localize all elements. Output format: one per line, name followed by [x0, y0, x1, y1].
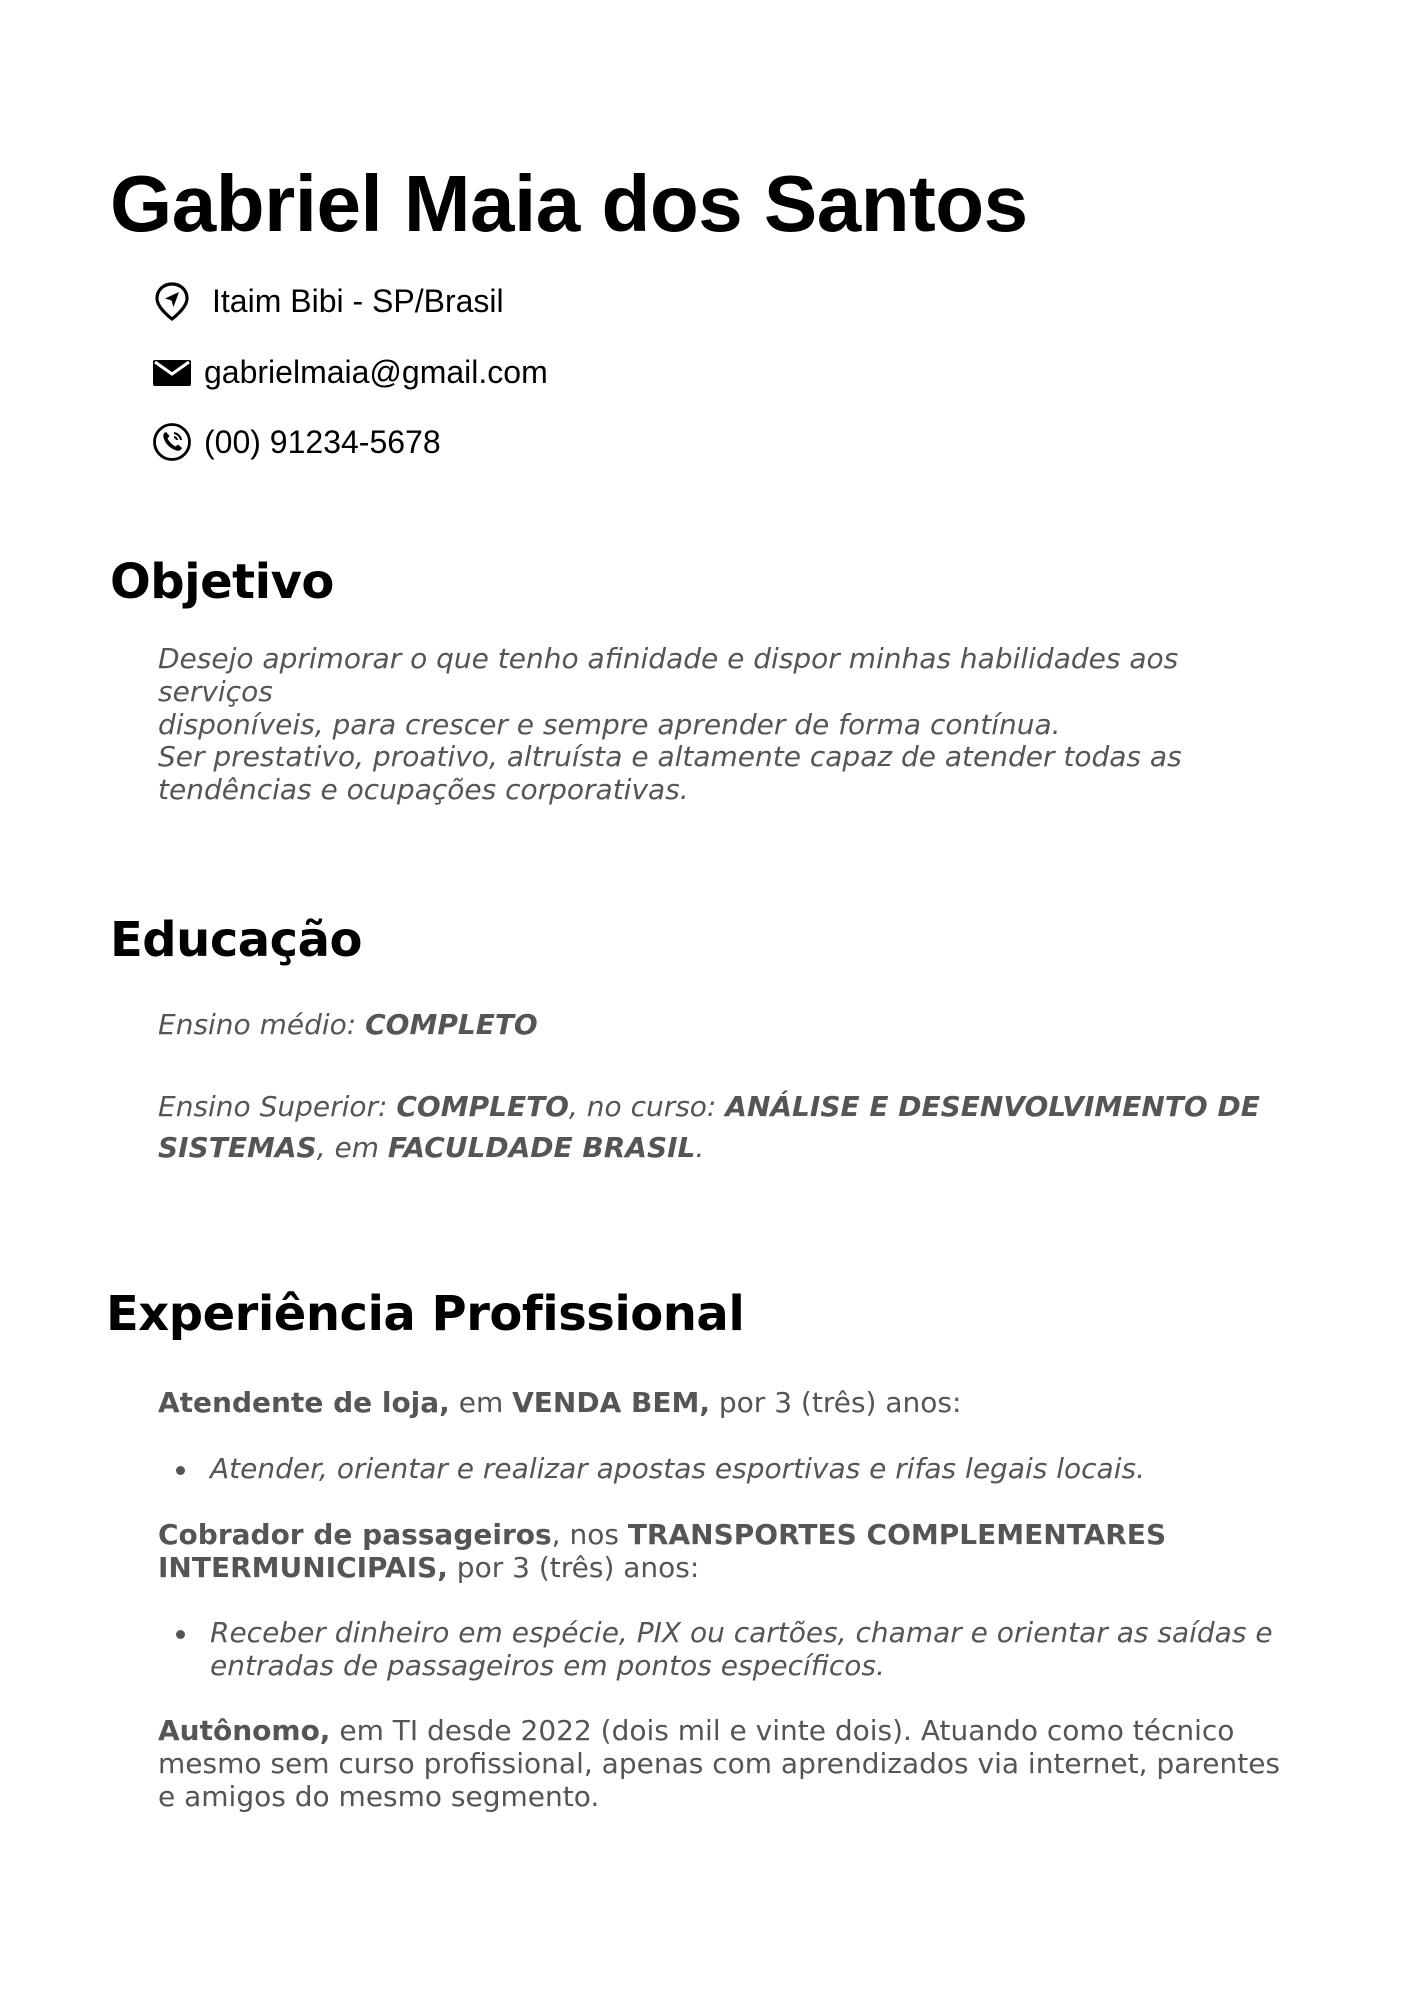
contact-phone — [152, 420, 441, 464]
job-1-role: Atendente de loja, — [158, 1386, 450, 1419]
higher-em: , em — [316, 1131, 388, 1164]
high-school-label: Ensino médio: — [158, 1008, 366, 1041]
job-2-header — [158, 1518, 1288, 1584]
higher-status: COMPLETO — [396, 1090, 569, 1123]
job-1-duration: por 3 (três) anos: — [709, 1386, 962, 1419]
job-3-line3: e amigos do mesmo segmento. — [158, 1780, 600, 1813]
job-2-nos: , nos — [551, 1518, 628, 1551]
higher-course-line2: SISTEMAS — [158, 1131, 317, 1164]
job-1-bullet: Atender, orientar e realizar apostas esportivas e rifas legais locais. — [210, 1452, 1145, 1485]
section-title-experiencia: Experiência Profissional — [106, 1286, 745, 1342]
job-3-line1: em TI desde 2022 (dois mil e vinte dois). Atuando como técnico — [330, 1714, 1235, 1747]
objective-p1-line2: disponíveis, para crescer e sempre aprender de forma contínua. — [158, 708, 1061, 741]
higher-end: . — [695, 1131, 705, 1164]
higher-institution: FACULDADE BRASIL — [387, 1131, 696, 1164]
bullet-dot — [176, 1630, 185, 1639]
job-2-bullet-line2: entradas de passageiros em pontos específicos. — [210, 1649, 885, 1682]
mail-icon — [152, 352, 192, 392]
job-2-company-line2: INTERMUNICIPAIS, — [158, 1551, 448, 1584]
phone-icon — [152, 422, 192, 462]
higher-label: Ensino Superior: — [158, 1090, 397, 1123]
objective-paragraph-2 — [158, 740, 1288, 806]
job-1-header — [158, 1386, 1288, 1419]
education-higher — [158, 1086, 1288, 1168]
job-2-company-line1: TRANSPORTES COMPLEMENTARES — [627, 1518, 1167, 1551]
contact-email — [152, 350, 548, 394]
higher-course-line1: ANÁLISE E DESENVOLVIMENTO DE — [725, 1090, 1260, 1123]
phone-text[interactable]: (00) 91234-5678 — [204, 423, 441, 460]
job-3-line2: mesmo sem curso profissional, apenas com aprendizados via internet, parentes — [158, 1747, 1281, 1780]
higher-course-prefix: , no curso: — [568, 1090, 726, 1123]
job-1-company: VENDA BEM, — [512, 1386, 710, 1419]
email-text[interactable]: gabrielmaia@gmail.com — [204, 353, 548, 390]
section-title-educacao: Educação — [110, 912, 362, 968]
job-3-paragraph — [158, 1714, 1288, 1813]
contact-location — [152, 279, 504, 323]
section-title-objetivo: Objetivo — [110, 554, 334, 610]
candidate-name: Gabriel Maia dos Santos — [110, 159, 1028, 248]
location-icon — [152, 281, 192, 321]
location-text: Itaim Bibi - SP/Brasil — [212, 282, 504, 319]
job-2-duration: por 3 (três) anos: — [447, 1551, 700, 1584]
job-1-em: em — [449, 1386, 513, 1419]
job-2-bullet-line1: Receber dinheiro em espécie, PIX ou cartões, chamar e orientar as saídas e — [210, 1616, 1273, 1649]
job-3-role: Autônomo, — [158, 1714, 331, 1747]
objective-p2-line1: Ser prestativo, proativo, altruísta e altamente capaz de atender todas as — [158, 740, 1182, 773]
job-2-role: Cobrador de passageiros — [158, 1518, 552, 1551]
bullet-dot — [176, 1466, 185, 1475]
objective-p1-line1: Desejo aprimorar o que tenho afinidade e dispor minhas habilidades aos serviços — [158, 642, 1179, 708]
high-school-status: COMPLETO — [365, 1008, 538, 1041]
objective-paragraph-1 — [158, 642, 1288, 741]
job-2-bullet — [210, 1616, 1290, 1682]
objective-p2-line2: tendências e ocupações corporativas. — [158, 773, 689, 806]
education-high-school — [158, 1008, 1288, 1041]
